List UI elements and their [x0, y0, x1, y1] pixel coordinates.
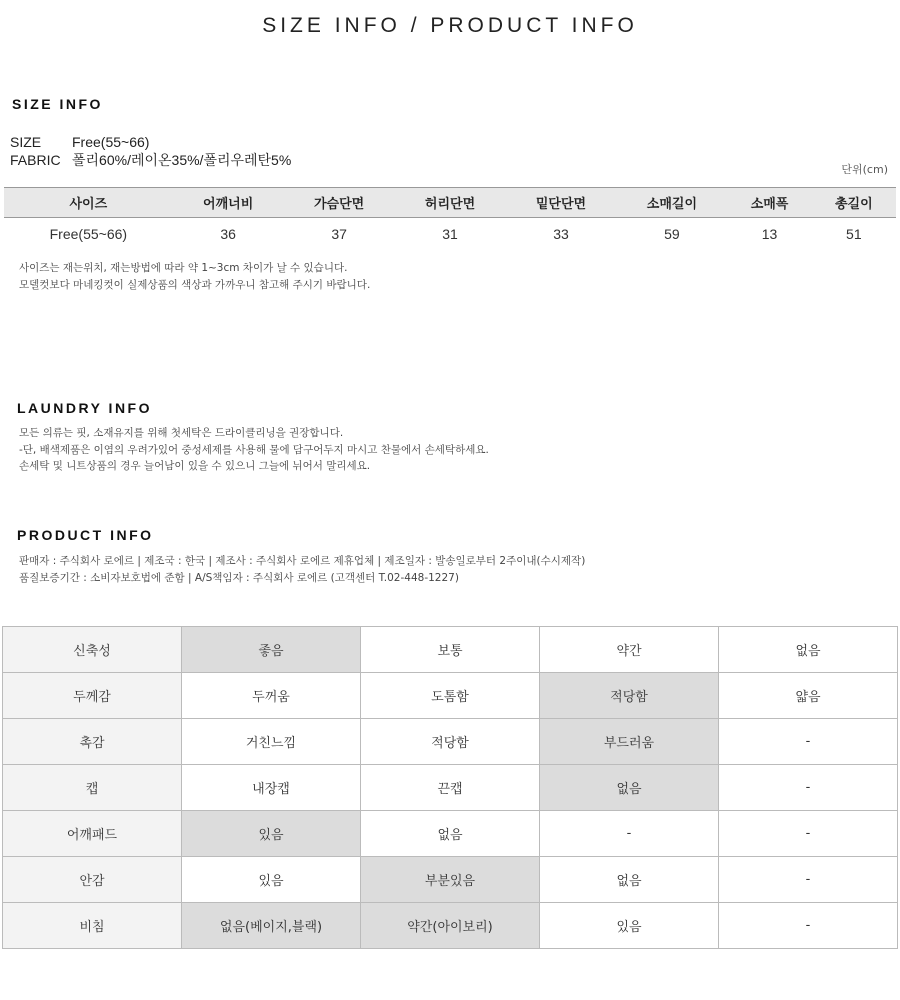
attribute-label: 신축성: [3, 627, 182, 673]
attribute-option: 부분있음: [361, 857, 540, 903]
attribute-option: 두꺼움: [182, 673, 361, 719]
attribute-option: 없음: [361, 811, 540, 857]
size-table-header-row: [4, 188, 896, 218]
size-table-header: 소매길이: [616, 188, 727, 218]
size-table-cell: 13: [761, 226, 778, 242]
fabric-label: FABRIC: [10, 152, 61, 168]
attribute-option: 끈캡: [361, 765, 540, 811]
attribute-option: 있음: [540, 903, 719, 949]
product-line: 판매자 : 주식회사 로에르 | 제조국 : 한국 | 제조사 : 주식회사 로에르 제휴업체 | 제조일자 : 발송일로부터 2주이내(수시제작): [19, 555, 586, 567]
attribute-label: 두께감: [3, 673, 182, 719]
attribute-option: 거친느낌: [182, 719, 361, 765]
size-table-header: 가슴단면: [284, 188, 395, 218]
size-label: SIZE: [10, 134, 42, 150]
size-note-line: 모델컷보다 마네킹컷이 실제상품의 색상과 가까우니 참고해 주시기 바랍니다.: [19, 278, 371, 291]
attribute-option: 적당함: [361, 719, 540, 765]
attribute-option: 내장캡: [182, 765, 361, 811]
size-spec-row: [10, 134, 149, 150]
attribute-option: 도톰함: [361, 673, 540, 719]
attribute-option: 부드러움: [540, 719, 719, 765]
table-row: [3, 627, 898, 673]
size-table-cell: 31: [442, 226, 458, 242]
size-table-header: 어깨너비: [173, 188, 284, 218]
laundry-line: 손세탁 및 니트상품의 경우 늘어남이 있을 수 있으니 그늘에 뉘어서 말리세요.: [19, 460, 371, 472]
size-table-cell: 59: [664, 226, 680, 242]
attribute-label: 캡: [3, 765, 182, 811]
attribute-option: 보통: [361, 627, 540, 673]
attribute-option: 없음(베이지,블랙): [182, 903, 361, 949]
attribute-label: 안감: [3, 857, 182, 903]
page-title: SIZE INFO / PRODUCT INFO: [262, 14, 638, 37]
fabric-value: 폴리60%/레이온35%/폴리우레탄5%: [72, 152, 292, 168]
attribute-option: -: [719, 903, 898, 949]
attribute-option: 좋음: [182, 627, 361, 673]
attribute-option: -: [540, 811, 719, 857]
attribute-option: 있음: [182, 811, 361, 857]
table-row: [3, 765, 898, 811]
size-value: Free(55~66): [72, 134, 150, 150]
unit-label: 단위(cm): [841, 163, 888, 176]
size-table-cell: Free(55~66): [49, 226, 128, 242]
size-table-cell: 33: [553, 226, 569, 242]
size-table-header: 사이즈: [4, 188, 173, 218]
table-row: [3, 903, 898, 949]
size-table-header: 소매폭: [727, 188, 811, 218]
table-row: [3, 811, 898, 857]
size-table-header: 밑단단면: [506, 188, 617, 218]
size-info-heading: SIZE INFO: [12, 96, 103, 112]
attribute-option: 적당함: [540, 673, 719, 719]
size-table-header: 허리단면: [395, 188, 506, 218]
attribute-option: 없음: [719, 627, 898, 673]
size-note-line: 사이즈는 재는위치, 재는방법에 따라 약 1~3cm 차이가 날 수 있습니다.: [19, 262, 348, 274]
table-row: [3, 857, 898, 903]
attribute-option: 약간(아이보리): [361, 903, 540, 949]
table-row: [3, 719, 898, 765]
product-info-heading: PRODUCT INFO: [17, 527, 154, 543]
size-table-cell: 51: [846, 226, 862, 242]
size-table-header: 총길이: [812, 188, 896, 218]
laundry-line: 모든 의류는 핏, 소재유지를 위해 첫세탁은 드라이클리닝을 권장합니다.: [19, 427, 344, 439]
table-row: [4, 218, 896, 251]
attribute-option: 있음: [182, 857, 361, 903]
attribute-label: 어깨패드: [3, 811, 182, 857]
attribute-option: -: [719, 765, 898, 811]
product-line: 품질보증기간 : 소비자보호법에 준함 | A/S책임자 : 주식회사 로에르 (고객센터 T.02-448-1227): [19, 571, 459, 584]
attribute-option: 없음: [540, 857, 719, 903]
product-notes: [19, 553, 585, 586]
fabric-spec-row: [10, 150, 291, 170]
attribute-option: 약간: [540, 627, 719, 673]
size-table-cell: 36: [220, 226, 236, 242]
attribute-option: -: [719, 857, 898, 903]
laundry-info-heading: LAUNDRY INFO: [17, 400, 152, 416]
table-row: [3, 673, 898, 719]
attribute-label: 촉감: [3, 719, 182, 765]
attribute-option: -: [719, 719, 898, 765]
attribute-label: 비침: [3, 903, 182, 949]
laundry-notes: [19, 425, 489, 475]
attribute-option: 없음: [540, 765, 719, 811]
size-table-cell: 37: [331, 226, 347, 242]
attribute-table: [2, 626, 898, 949]
attribute-option: -: [719, 811, 898, 857]
laundry-line: -단, 배색제품은 이염의 우려가있어 중성세제를 사용해 물에 담구어두지 마시고 찬물에서 손세탁하세요.: [19, 443, 489, 456]
size-table: [4, 187, 896, 250]
attribute-option: 얇음: [719, 673, 898, 719]
size-notes: [19, 260, 370, 293]
